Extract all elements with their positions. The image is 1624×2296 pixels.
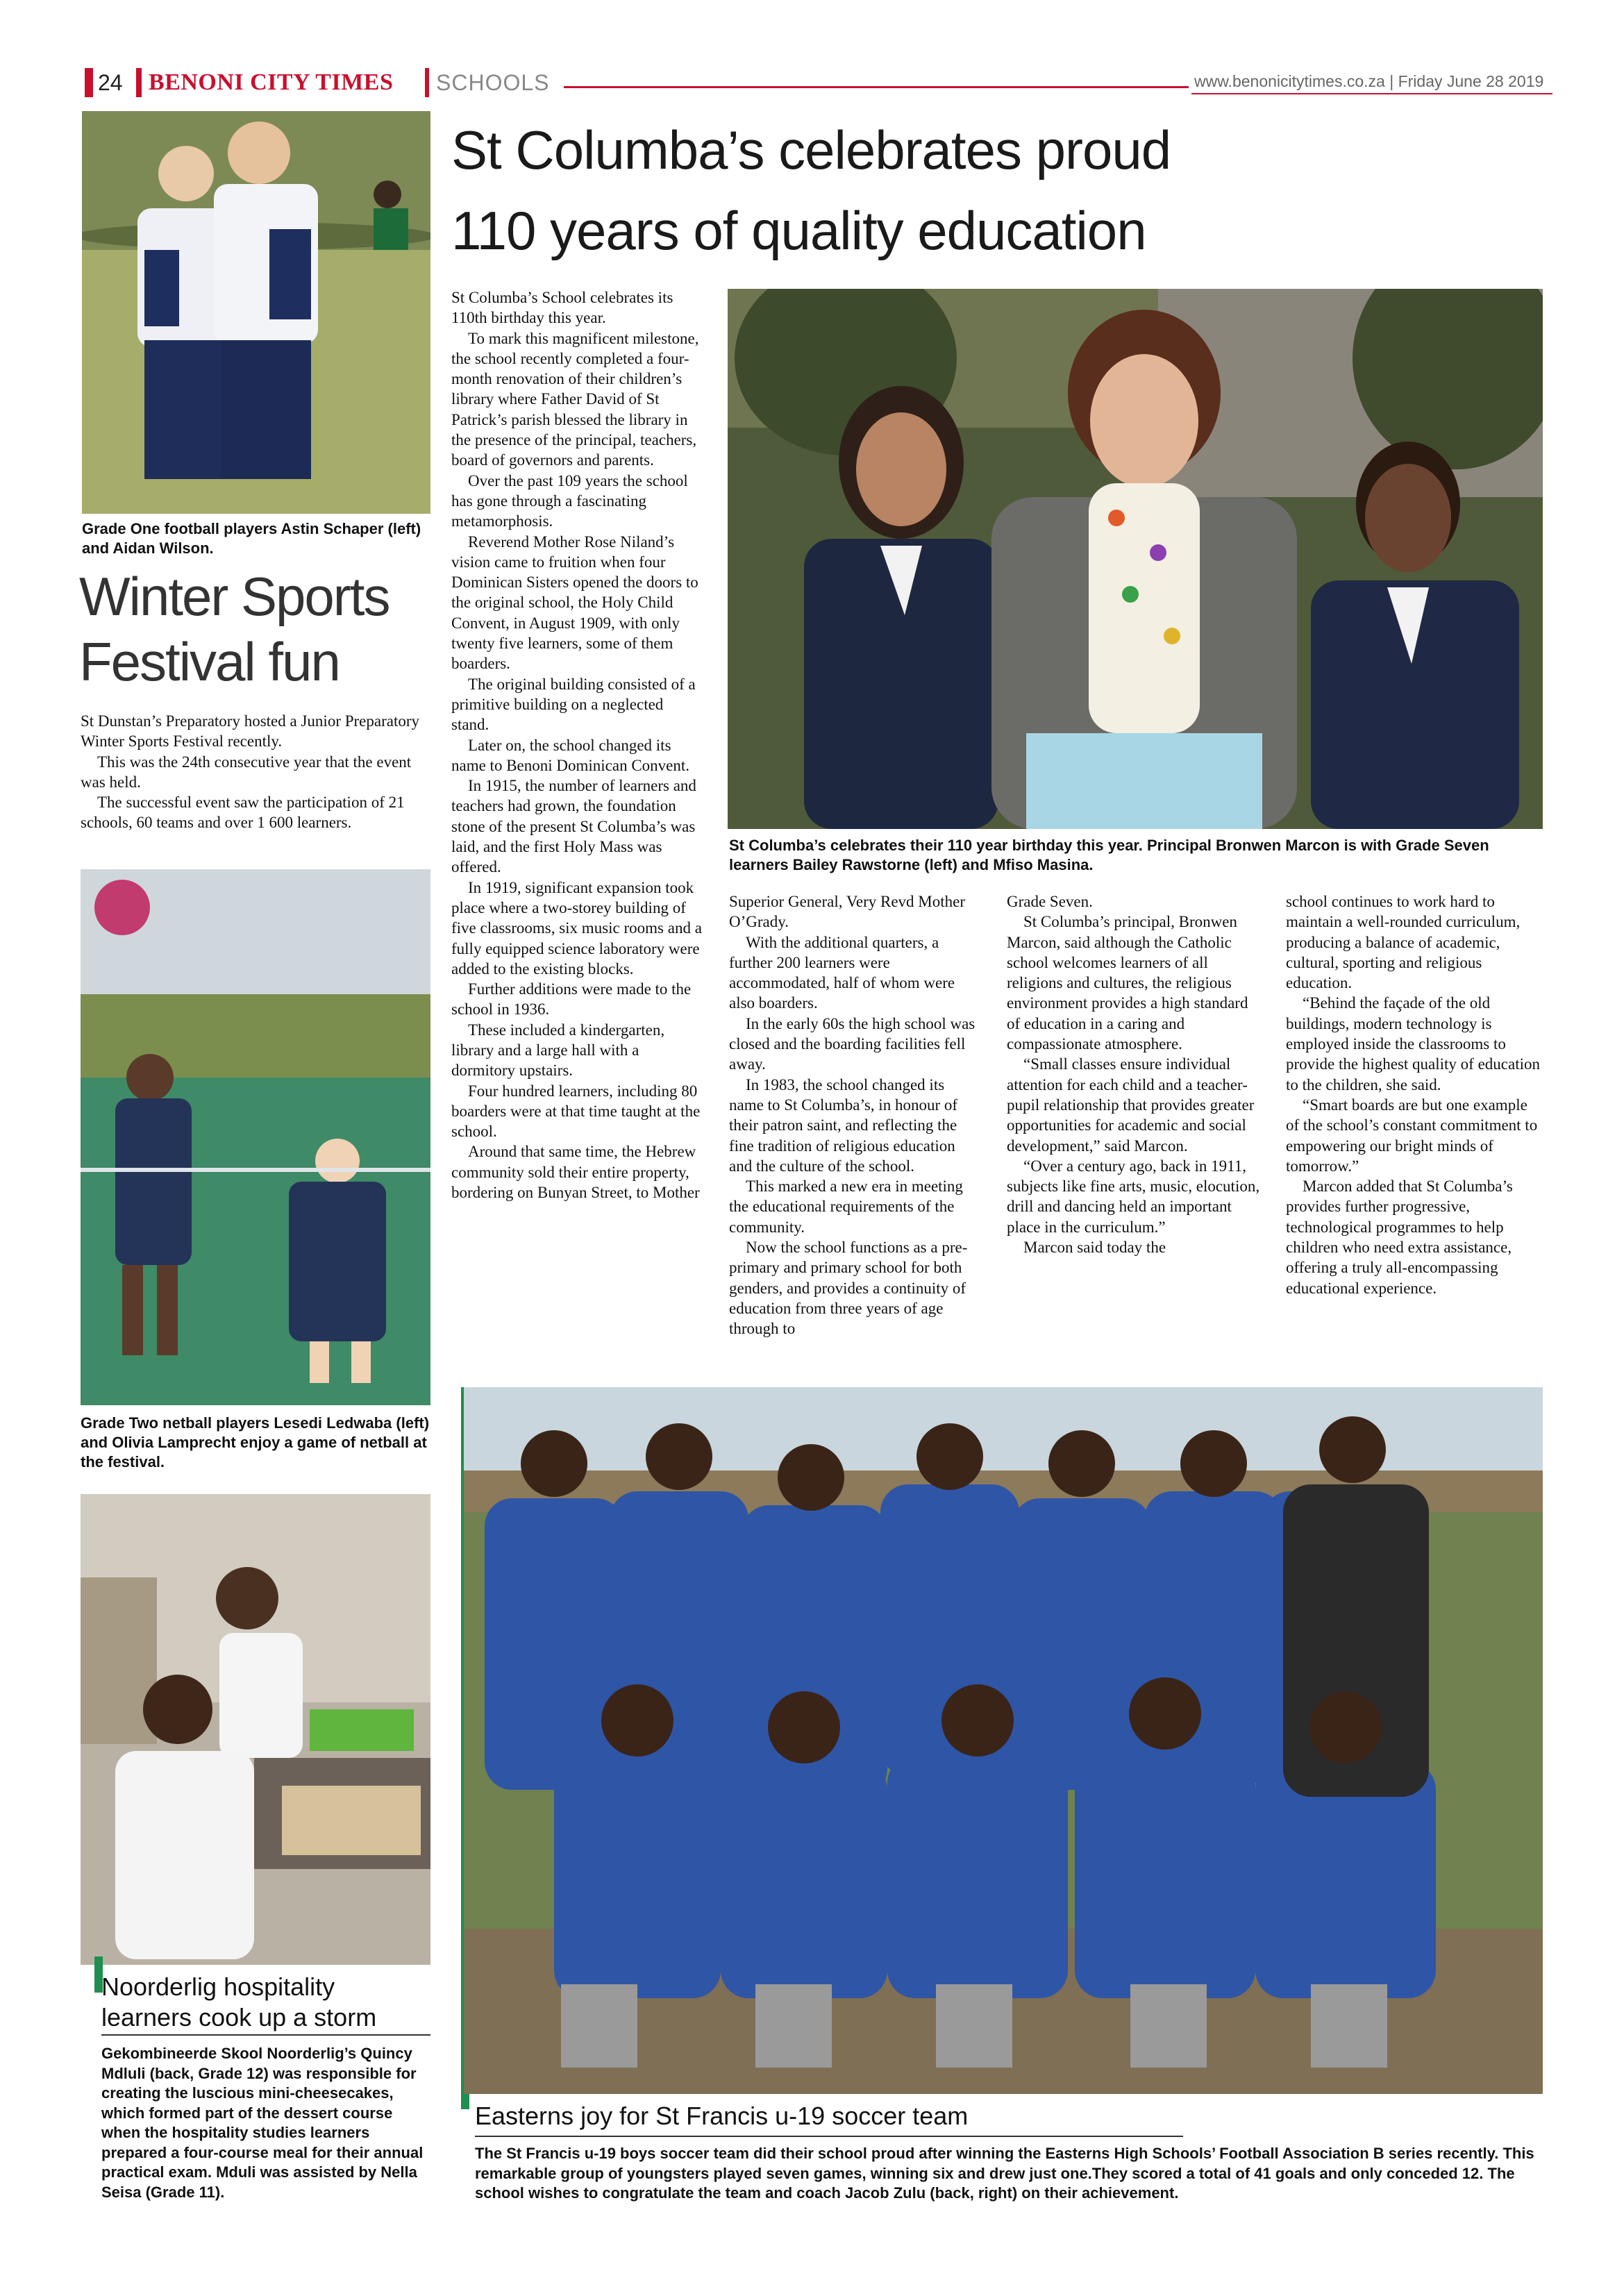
paragraph: These included a kindergarten, library and a large hall with a dormitory upstairs.	[451, 1021, 665, 1080]
winter-sports-body	[81, 711, 430, 833]
paragraph: St Dunstan’s Preparatory hosted a Junior Preparatory Winter Sports Festival recently.	[81, 712, 420, 751]
paragraph: Four hundred learners, including 80 boarders were at that time taught at the school.	[451, 1082, 701, 1141]
main-story-col-2	[729, 891, 982, 1339]
header-divider	[425, 68, 429, 97]
header-accent-bar	[85, 68, 93, 97]
paragraph: Further additions were made to the school in 1936.	[451, 980, 692, 1019]
winter-sports-headline	[79, 564, 440, 694]
main-headline	[451, 110, 1590, 271]
paragraph: “Small classes ensure individual attention for each child and a teacher-pupil relationship that provides greater opportunities for academic and social development,” said Marcon.	[1007, 1055, 1255, 1155]
netball-players-photo	[81, 869, 430, 1405]
paragraph: “Behind the façade of the old buildings, modern technology is employed inside the classrooms to provide the highest quality of education to the children, she said.	[1286, 994, 1540, 1093]
paragraph: With the additional quarters, a further 200 learners were accommodated, half of whom were also boarders.	[729, 933, 955, 1012]
paragraph: This marked a new era in meeting the educational requirements of the community.	[729, 1178, 963, 1236]
paragraph: To mark this magnificent milestone, the school recently completed a four-month renovation of their children’s library where Father David of St Patrick’s parish blessed the library in the presence of the principal, teachers, board of governors and parents.	[451, 329, 699, 469]
soccer-team-photo	[464, 1387, 1543, 2094]
section-rule	[475, 2136, 1183, 2137]
section-rule	[101, 2034, 430, 2036]
main-story-col-1	[451, 287, 704, 1203]
paragraph: Grade Seven.	[1007, 893, 1093, 910]
st-francis-headline: Easterns joy for St Francis u-19 soccer team	[475, 2102, 969, 2130]
hospitality-learners-photo	[81, 1494, 430, 1965]
paragraph: “Over a century ago, back in 1911, subjects like fine arts, music, elocution, drill and dancing held an important place in the curriculum.”	[1007, 1157, 1260, 1236]
paragraph: Marcon added that St Columba’s provides further progressive, technological programmes to help children who need extra assistance, offering a truly all-encompassing educational experience.	[1286, 1178, 1513, 1297]
paragraph: In 1983, the school changed its name to St Columba’s, in honour of their patron saint, and reflecting the fine tradition of religious education and the culture of the school.	[729, 1075, 958, 1175]
main-story-col-4	[1286, 891, 1544, 1298]
football-photo-caption: Grade One football players Astin Schaper (left) and Aidan Wilson.	[82, 520, 421, 557]
main-story-col-3	[1007, 891, 1262, 1257]
paragraph: This was the 24th consecutive year that the event was held.	[81, 753, 412, 791]
headline-line: Noorderlig hospitality	[101, 1972, 335, 2001]
header-rule	[1191, 93, 1552, 94]
st-francis-caption: The St Francis u-19 boys soccer team did their school proud after winning the Easterns High Schools’ Football Association B series recently. This remarkable group of youngsters played seven games, winning six and drew just one.They scored a total of 41 goals and only conceded 12. The school wishes to congratulate the team and coach Jacob Zulu (back, right) on their achievement.	[475, 2145, 1534, 2202]
paragraph: The original building consisted of a primitive building on a neglected stand.	[451, 675, 696, 734]
paragraph: St Columba’s School celebrates its 110th birthday this year.	[451, 289, 673, 327]
paragraph: Now the school functions as a pre-primary and primary school for both genders, and provides a continuity of education from three years of age through to	[729, 1239, 968, 1338]
netball-photo-caption: Grade Two netball players Lesedi Ledwaba (left) and Olivia Lamprecht enjoy a game of netball at the festival.	[81, 1414, 430, 1470]
header-rule	[564, 86, 1189, 88]
principal-learners-photo	[728, 289, 1543, 829]
paragraph: Reverend Mother Rose Niland’s vision came to fruition when four Dominican Sisters opened the doors to the original school, the Holy Child Convent, in August 1909, with only twenty five learners, some of them boarders.	[451, 533, 698, 673]
headline-line: St Columba’s celebrates proud	[451, 119, 1171, 181]
paragraph: In the early 60s the high school was closed and the boarding facilities fell away.	[729, 1014, 976, 1073]
principal-photo-caption: St Columba’s celebrates their 110 year birthday this year. Principal Bronwen Marcon is with Grade Seven learners Bailey Rawstorne (left) and Mfiso Masina.	[729, 837, 1489, 873]
paragraph: “Smart boards are but one example of the school’s constant commitment to empowering our bright minds of tomorrow.”	[1286, 1096, 1538, 1175]
paragraph: Later on, the school changed its name to Benoni Dominican Convent.	[451, 736, 690, 774]
paragraph: Around that same time, the Hebrew community sold their entire property, bordering on Bunyan Street, to Mother	[451, 1143, 700, 1202]
headline-line: 110 years of quality education	[451, 200, 1146, 261]
paragraph: In 1915, the number of learners and teachers had grown, the foundation stone of the present St Columba’s was laid, and the first Holy Mass was offered.	[451, 777, 696, 876]
header-meta: www.benonicitytimes.co.za | Friday June 28 2019	[1194, 72, 1544, 90]
noorderlig-caption: Gekombineerde Skool Noorderlig’s Quincy Mdluli (back, Grade 12) was responsible for creating the luscious mini-cheesecakes, which formed part of the dessert course when the hospitality studies learners prepared a four-course meal for their annual practical exam. Mduli was assisted by Nella Seisa (Grade 11).	[101, 2045, 424, 2201]
publication-name: BENONI CITY TIMES	[149, 69, 394, 95]
paragraph: St Columba’s principal, Bronwen Marcon, said although the Catholic school welcomes learners of all religions and cultures, the religious environment provides a high standard of education in a caring and compassionate atmosphere.	[1007, 913, 1248, 1053]
football-players-photo	[82, 111, 430, 514]
headline-line: Festival fun	[79, 631, 340, 692]
paragraph: In 1919, significant expansion took place where a two-storey building of five classrooms, six music rooms and a fully equipped science laboratory were added to the existing blocks.	[451, 878, 702, 978]
paragraph: Over the past 109 years the school has gone through a fascinating metamorphosis.	[451, 471, 688, 530]
page-number: 24	[98, 70, 123, 95]
section-name: SCHOOLS	[436, 70, 550, 95]
paragraph: Marcon said today the	[1023, 1239, 1166, 1257]
paragraph: school continues to work hard to maintain a well-rounded curriculum, producing a balance of academic, cultural, sporting and religious education.	[1286, 893, 1521, 992]
headline-line: Winter Sports	[79, 566, 390, 627]
paragraph: The successful event saw the participation of 21 schools, 60 teams and over 1 600 learners.	[81, 794, 405, 832]
headline-line: learners cook up a storm	[101, 2003, 377, 2031]
paragraph: Superior General, Very Revd Mother O’Grady.	[729, 893, 966, 931]
header-divider	[136, 68, 142, 97]
noorderlig-headline	[101, 1972, 435, 2033]
